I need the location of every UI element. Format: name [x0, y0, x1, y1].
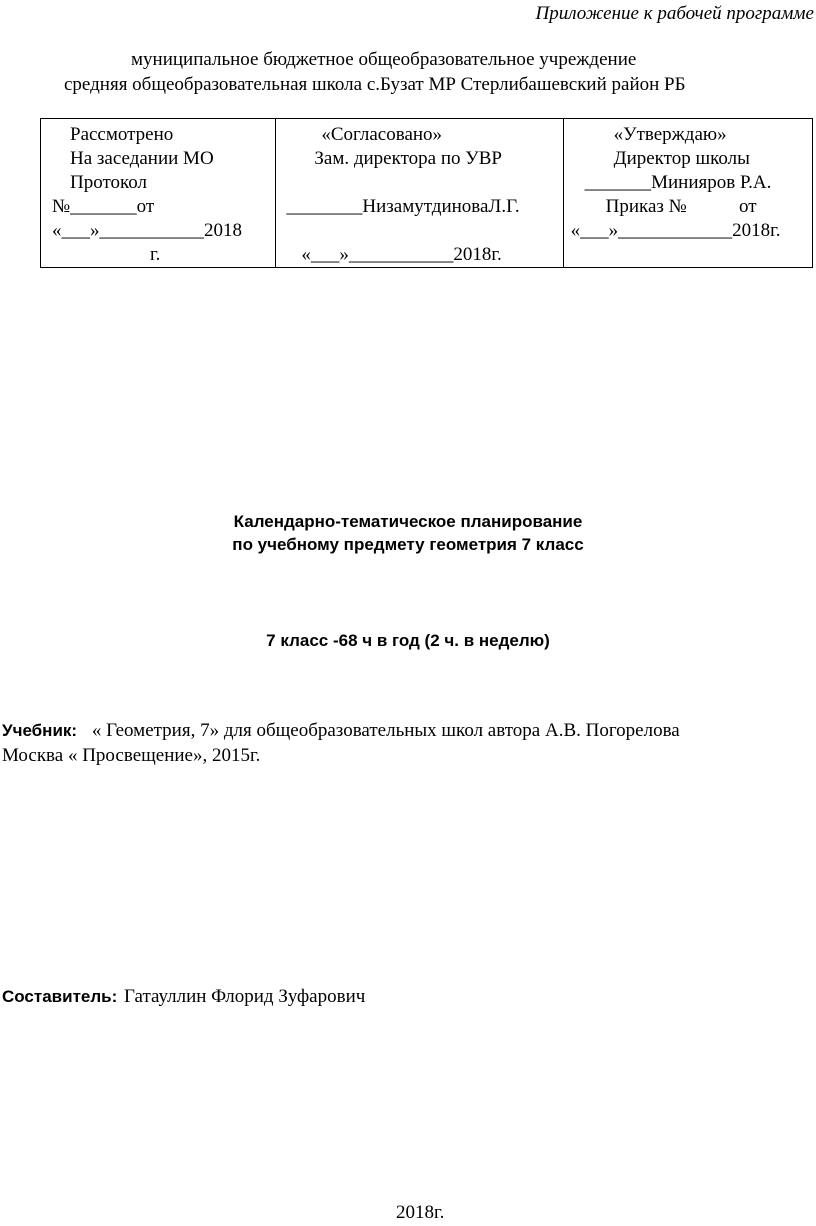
- approved-order: Приказ № от: [605, 196, 757, 217]
- footer-year: 2018г.: [396, 1202, 445, 1223]
- textbook-line: [2, 719, 680, 743]
- textbook-label: Учебник:: [2, 721, 78, 740]
- agreed-signature: ________НизамутдиноваЛ.Г.: [286, 196, 520, 217]
- agreed-date: «___»___________2018г.: [301, 244, 502, 265]
- considered-year-suffix: г.: [150, 244, 161, 265]
- org-name-line2: средняя общеобразовательная школа с.Бузат МР Стерлибашевский район РБ: [64, 74, 686, 95]
- author-line: [2, 985, 365, 1009]
- approved-date: «___»____________2018г.: [570, 220, 781, 241]
- approval-table: [40, 118, 813, 268]
- approved-signature: _______Минияров Р.А.: [584, 172, 772, 193]
- considered-meeting: На заседании МО: [70, 148, 214, 169]
- textbook-publisher: Москва « Просвещение», 2015г.: [2, 745, 261, 766]
- page-subtitle: по учебному предмету геометрия 7 класс: [232, 535, 584, 554]
- agreed-cell: [276, 119, 563, 268]
- considered-cell: [41, 119, 276, 268]
- considered-date: «___»___________2018: [52, 220, 242, 241]
- author-label: Составитель:: [2, 987, 118, 1006]
- hours-per-year: 7 класс -68 ч в год (2 ч. в неделю): [266, 631, 550, 650]
- agreed-position: Зам. директора по УВР: [314, 148, 502, 169]
- approved-position: Директор школы: [613, 148, 750, 169]
- considered-protocol: Протокол: [70, 172, 148, 193]
- textbook-title: « Геометрия, 7» для общеобразовательных школ автора А.В. Погорелова: [91, 720, 680, 741]
- page-title: Календарно-тематическое планирование: [233, 512, 583, 531]
- author-name: Гатауллин Флорид Зуфарович: [124, 986, 366, 1007]
- considered-title: Рассмотрено: [70, 124, 174, 145]
- considered-number: №_______от: [52, 196, 155, 217]
- org-name-line1: муниципальное бюджетное общеобразовательное учреждение: [131, 49, 637, 70]
- approved-title: «Утверждаю»: [613, 124, 727, 145]
- appendix-note: Приложение к рабочей программе: [535, 3, 814, 24]
- approved-cell: [563, 119, 812, 268]
- agreed-title: «Согласовано»: [321, 124, 443, 145]
